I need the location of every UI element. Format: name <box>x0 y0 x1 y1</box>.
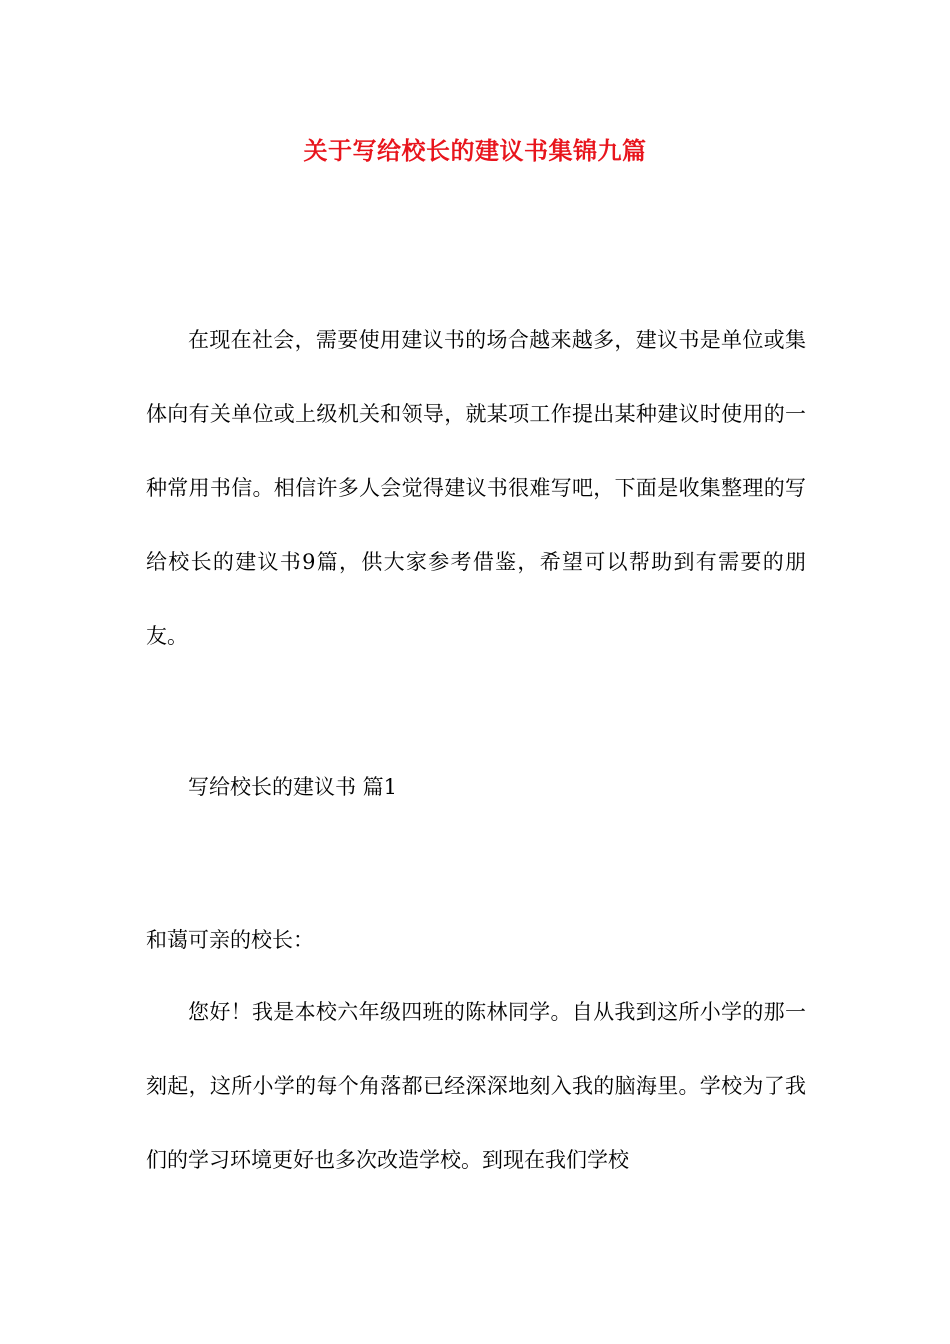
letter-salutation: 和蔼可亲的校长： <box>146 928 314 952</box>
intro-paragraph: 在现在社会，需要使用建议书的场合越来越多，建议书是单位或集体向有关单位或上级机关和领导，就某项工作提出某种建议时使用的一种常用书信。相信许多人会觉得建议书很难写吧，下面是收集整理的写给校长的建议书9篇，供大家参考借鉴，希望可以帮助到有需要的朋友。 <box>146 328 806 648</box>
section-heading: 写给校长的建议书 篇1 <box>188 775 398 799</box>
document-title: 关于写给校长的建议书集锦九篇 <box>303 136 647 165</box>
letter-body-paragraph: 您好！我是本校六年级四班的陈林同学。自从我到这所小学的那一刻起，这所小学的每个角落都已经深深地刻入我的脑海里。学校为了我们的学习环境更好也多次改造学校。到现在我们学校 <box>146 1000 806 1172</box>
